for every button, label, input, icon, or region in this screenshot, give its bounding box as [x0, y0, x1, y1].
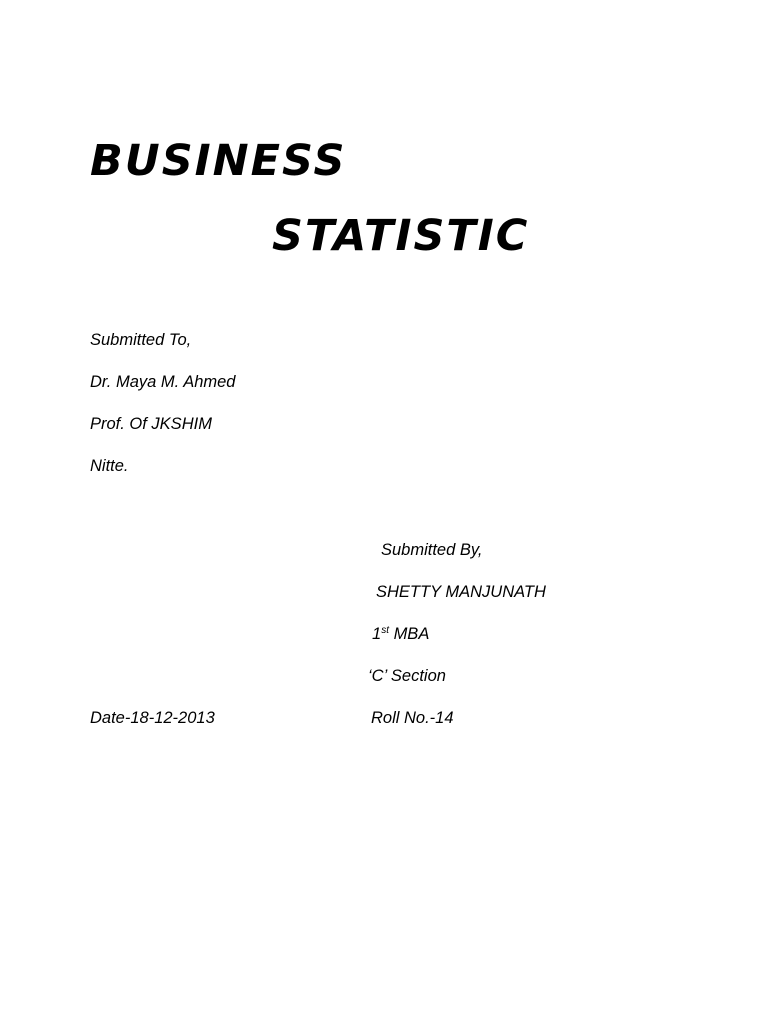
recipient-name: Dr. Maya M. Ahmed: [90, 373, 236, 391]
title-line-2: STATISTIC: [272, 211, 530, 261]
submitted-by-heading: Submitted By,: [381, 541, 483, 559]
student-class: [372, 624, 429, 644]
title-line-1: BUSINESS: [90, 136, 347, 186]
recipient-designation: Prof. Of JKSHIM: [90, 415, 212, 433]
student-section: ‘C’ Section: [368, 667, 446, 685]
student-roll-number: Roll No.-14: [371, 709, 454, 727]
class-name: MBA: [393, 625, 430, 643]
submitted-to-heading: Submitted To,: [90, 331, 192, 349]
recipient-place: Nitte.: [90, 457, 129, 475]
student-name: SHETTY MANJUNATH: [376, 583, 546, 601]
submission-date: Date-18-12-2013: [90, 709, 215, 727]
class-suffix: st: [381, 625, 389, 636]
class-number: 1: [372, 625, 382, 643]
